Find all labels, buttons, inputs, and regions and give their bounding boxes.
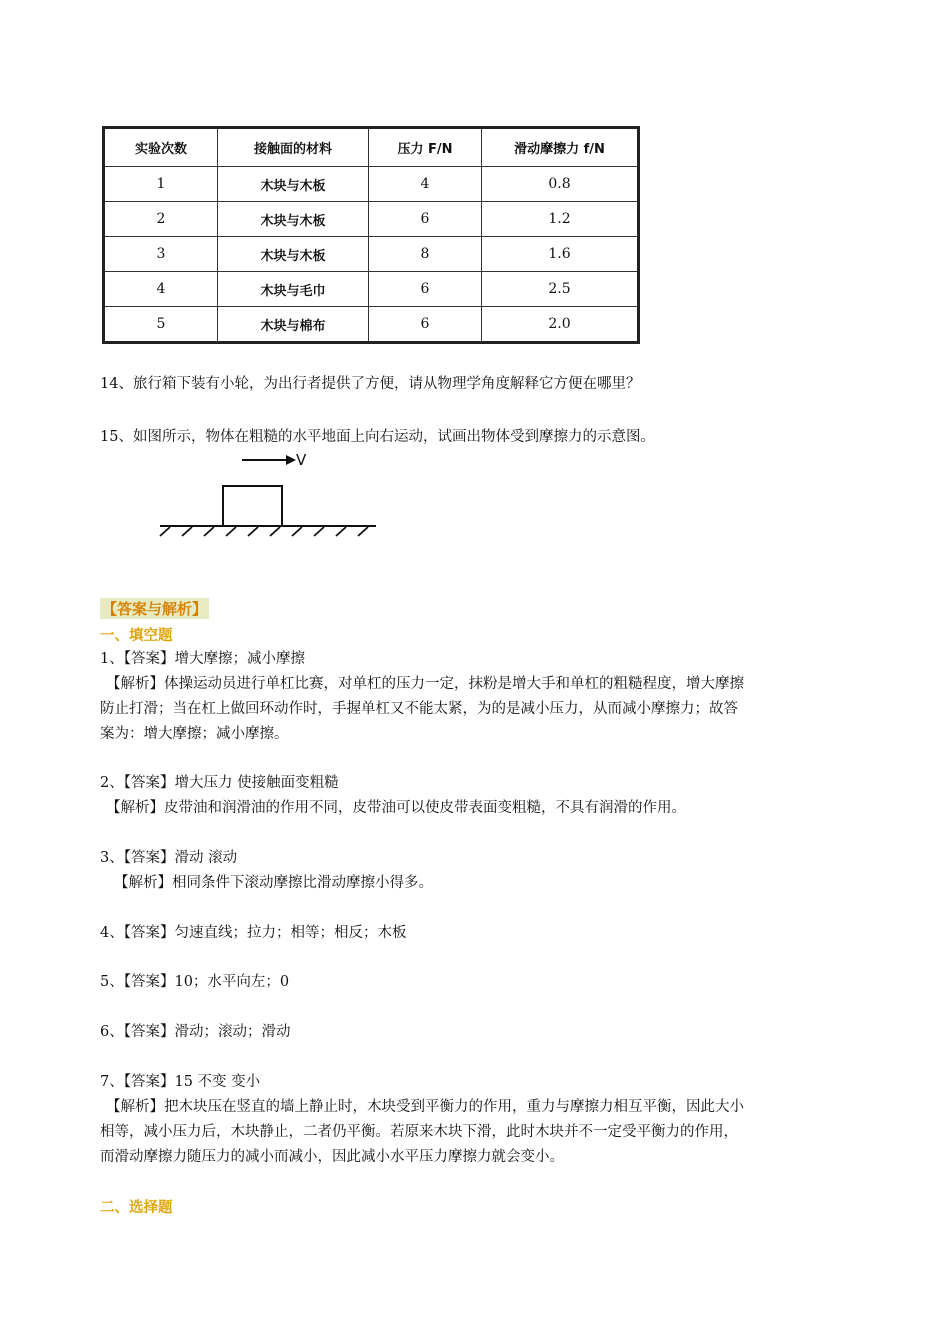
table-cell: 5 (104, 307, 218, 343)
table-cell: 6 (369, 307, 482, 343)
block (223, 486, 282, 526)
table-row (104, 272, 639, 307)
table-cell: 1 (104, 167, 218, 202)
table-header-row (104, 128, 639, 167)
table-header: 接触面的材料 (218, 128, 369, 167)
ground-hatching (160, 527, 368, 536)
answer-1: 1、【答案】增大摩擦；减小摩擦 (100, 651, 305, 667)
table-row (104, 307, 639, 343)
table-row (104, 167, 639, 202)
answer-3: 3、【答案】滑动 滚动 (100, 850, 238, 866)
explanation-2: 【解析】皮带油和润滑油的作用不同，皮带油可以使皮带表面变粗糙，不具有润滑的作用。 (106, 800, 686, 816)
question-15: 15、如图所示，物体在粗糙的水平地面上向右运动，试画出物体受到摩擦力的示意图。 (100, 429, 655, 445)
table-cell: 木块与木板 (218, 167, 369, 202)
table-cell: 木块与棉布 (218, 307, 369, 343)
explanation-7-line: 而滑动摩擦力随压力的减小而减小，因此减小水平压力摩擦力就会变小。 (100, 1149, 564, 1165)
table-cell: 2.5 (482, 272, 639, 307)
explanation-1-line: 案为：增大摩擦；减小摩擦。 (100, 726, 289, 742)
section-fill-blank: 一、填空题 (100, 628, 173, 644)
answer-7: 7、【答案】15 不变 变小 (100, 1074, 261, 1090)
table-header: 压力 F/N (369, 128, 482, 167)
table-cell: 3 (104, 237, 218, 272)
table-cell: 6 (369, 272, 482, 307)
answer-5: 5、【答案】10；水平向左；0 (100, 974, 290, 990)
experiment-table (102, 126, 640, 344)
answer-4: 4、【答案】匀速直线；拉力；相等；相反；木板 (100, 925, 407, 941)
arrowhead-icon (286, 455, 296, 465)
answer-2: 2、【答案】增大压力 使接触面变粗糙 (100, 775, 339, 791)
table-row (104, 202, 639, 237)
table-cell: 1.2 (482, 202, 639, 237)
table-cell: 木块与木板 (218, 202, 369, 237)
table-cell: 木块与木板 (218, 237, 369, 272)
table-cell: 4 (369, 167, 482, 202)
table-cell: 0.8 (482, 167, 639, 202)
table-cell: 木块与毛巾 (218, 272, 369, 307)
explanation-1-line: 防止打滑；当在杠上做回环动作时，手握单杠又不能太紧，为的是减小压力，从而减小摩擦力；故答 (100, 701, 738, 717)
table-header: 滑动摩擦力 f/N (482, 128, 639, 167)
section-multiple-choice: 二、选择题 (100, 1200, 173, 1216)
table-cell: 8 (369, 237, 482, 272)
velocity-label: V (296, 451, 307, 469)
table-cell: 2 (104, 202, 218, 237)
explanation-7-line: 相等，减小压力后，木块静止，二者仍平衡。若原来木块下滑，此时木块并不一定受平衡力的作用， (100, 1124, 738, 1140)
explanation-1-line: 【解析】体操运动员进行单杠比赛，对单杠的压力一定，抹粉是增大手和单杠的粗糙程度，增大摩擦 (106, 676, 744, 692)
table-cell: 2.0 (482, 307, 639, 343)
friction-figure (150, 445, 390, 545)
question-14: 14、旅行箱下装有小轮，为出行者提供了方便，请从物理学角度解释它方便在哪里？ (100, 376, 641, 392)
answers-title: 【答案与解析】 (102, 600, 208, 618)
table-row (104, 237, 639, 272)
explanation-7-line: 【解析】把木块压在竖直的墙上静止时，木块受到平衡力的作用，重力与摩擦力相互平衡，因此大小 (106, 1099, 744, 1115)
table-cell: 4 (104, 272, 218, 307)
explanation-3: 【解析】相同条件下滚动摩擦比滑动摩擦小得多。 (114, 875, 433, 891)
table-cell: 1.6 (482, 237, 639, 272)
table-cell: 6 (369, 202, 482, 237)
table-header: 实验次数 (104, 128, 218, 167)
answer-6: 6、【答案】滑动；滚动；滑动 (100, 1024, 291, 1040)
